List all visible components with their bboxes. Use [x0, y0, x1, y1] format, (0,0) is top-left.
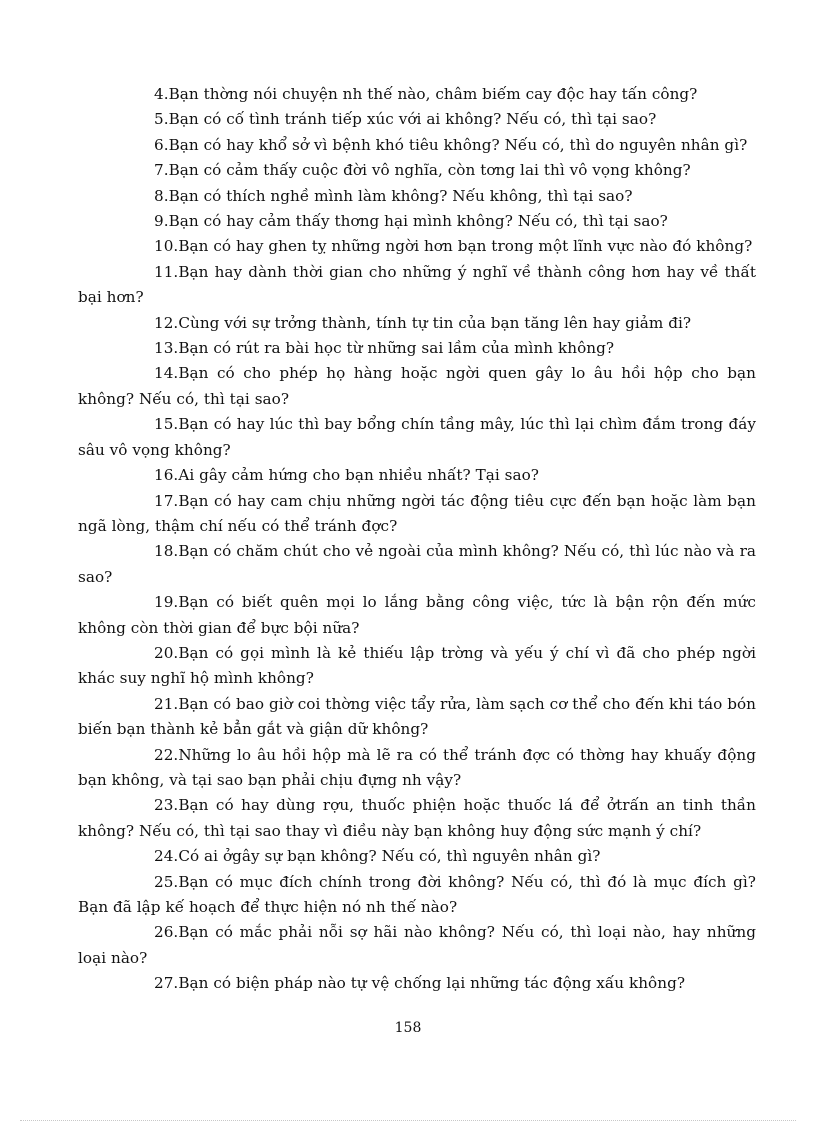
- question-item: [78, 590, 756, 641]
- question-item: [78, 158, 756, 183]
- question-item: [78, 260, 756, 311]
- question-item: [78, 133, 756, 158]
- question-text: Bạn có hay cảm thấy thơng hại mình không? Nếu có, thì tại sao?: [168, 212, 668, 231]
- question-number: 4.: [154, 85, 169, 103]
- page-number: 158: [394, 1020, 422, 1036]
- question-item: [78, 920, 756, 971]
- question-item: [78, 184, 756, 209]
- question-text: Bạn có cho phép họ hàng hoặc ngời quen gây lo âu hồi hộp cho bạn không? Nếu có, thì tại sao?: [78, 364, 756, 408]
- question-number: 10.: [154, 237, 179, 256]
- question-number: 20.: [154, 643, 179, 662]
- question-text: Bạn thờng nói chuyện nh thế nào, châm biếm cay độc hay tấn công?: [168, 85, 698, 103]
- question-text: Bạn có thích nghề mình làm không? Nếu không, thì tại sao?: [168, 186, 633, 205]
- question-number: 8.: [154, 186, 169, 205]
- question-item: [78, 463, 756, 488]
- question-number: 19.: [154, 593, 179, 612]
- question-item: [78, 539, 756, 590]
- question-number: 23.: [154, 796, 179, 815]
- question-number: 6.: [154, 135, 169, 154]
- question-number: 21.: [154, 694, 179, 713]
- question-text: Bạn có biết quên mọi lo lắng bằng công việc, tức là bận rộn đến mức không còn thời gian để bực bội nữa?: [78, 593, 756, 637]
- question-text: Bạn có hay dùng rợu, thuốc phiện hoặc thuốc lá để ởtrấn an tinh thần không? Nếu có, thì tại sao thay vì điều này bạn không huy động sức mạnh ý chí?: [78, 796, 756, 840]
- question-text: Bạn có cảm thấy cuộc đời vô nghĩa, còn tơng lai thì vô vọng không?: [168, 161, 691, 180]
- question-number: 16.: [154, 466, 179, 485]
- question-number: 17.: [154, 491, 179, 510]
- question-number: 14.: [154, 364, 179, 383]
- question-text: Ai gây cảm hứng cho bạn nhiều nhất? Tại sao?: [178, 466, 539, 485]
- question-text: Bạn có hay khổ sở vì bệnh khó tiêu không? Nếu có, thì do nguyên nhân gì?: [168, 135, 748, 154]
- question-text: Bạn có hay cam chịu những ngời tác động tiêu cực đến bạn hoặc làm bạn ngã lòng, thậm chí nếu có thể tránh đợc?: [78, 491, 756, 535]
- question-number: 15.: [154, 415, 179, 434]
- question-text: Bạn có hay lúc thì bay bổng chín tầng mây, lúc thì lại chìm đắm trong đáy sâu vô vọng không?: [78, 415, 756, 459]
- question-text: Bạn có mắc phải nỗi sợ hãi nào không? Nếu có, thì loại nào, hay những loại nào?: [78, 923, 756, 967]
- question-text: Bạn có rút ra bài học từ những sai lầm của mình không?: [178, 339, 615, 358]
- question-number: 7.: [154, 161, 169, 180]
- document-body: [78, 82, 756, 997]
- question-number: 27.: [154, 974, 179, 993]
- question-item: [78, 107, 756, 132]
- question-text: Bạn có mục đích chính trong đời không? Nếu có, thì đó là mục đích gì? Bạn đã lập kế hoạch để thực hiện nó nh thế nào?: [78, 872, 756, 916]
- question-item: [78, 971, 756, 996]
- question-item: [78, 336, 756, 361]
- question-item: [78, 870, 756, 921]
- question-number: 25.: [154, 872, 179, 891]
- question-item: [78, 234, 756, 259]
- question-item: [78, 209, 756, 234]
- question-item: [78, 489, 756, 540]
- question-text: Bạn có hay ghen tỵ những ngời hơn bạn trong một lĩnh vực nào đó không?: [178, 237, 753, 256]
- question-item: [78, 412, 756, 463]
- question-text: Có ai ởgây sự bạn không? Nếu có, thì nguyên nhân gì?: [178, 847, 601, 866]
- question-text: Bạn có chăm chút cho vẻ ngoài của mình không? Nếu có, thì lúc nào và ra sao?: [78, 542, 756, 586]
- question-item: [78, 793, 756, 844]
- question-item: [78, 692, 756, 743]
- question-text: Bạn có bao giờ coi thờng việc tẩy rửa, làm sạch cơ thể cho đến khi táo bón biến bạn thành kẻ bẳn gắt và giận dữ không?: [78, 694, 756, 739]
- question-number: 26.: [154, 923, 179, 942]
- question-number: 12.: [154, 313, 179, 332]
- footer-divider: [20, 1120, 796, 1121]
- question-number: 24.: [154, 847, 179, 866]
- question-number: 18.: [154, 542, 179, 561]
- question-text: Bạn có gọi mình là kẻ thiếu lập trờng và yếu ý chí vì đã cho phép ngời khác suy nghĩ hộ mình không?: [78, 643, 756, 688]
- question-item: [78, 743, 756, 794]
- question-text: Bạn có biện pháp nào tự vệ chống lại những tác động xấu không?: [178, 974, 686, 993]
- question-number: 9.: [154, 212, 169, 231]
- question-item: [78, 311, 756, 336]
- question-item: [78, 361, 756, 412]
- question-item: [78, 82, 756, 107]
- question-text: Cùng với sự trởng thành, tính tự tin của bạn tăng lên hay giảm đi?: [178, 313, 692, 332]
- question-text: Bạn có cố tình tránh tiếp xúc với ai không? Nếu có, thì tại sao?: [168, 110, 657, 129]
- question-item: [78, 641, 756, 692]
- question-number: 5.: [154, 110, 169, 129]
- question-number: 11.: [154, 262, 179, 281]
- question-number: 22.: [154, 745, 179, 764]
- question-number: 13.: [154, 339, 179, 358]
- question-item: [78, 844, 756, 869]
- question-text: Những lo âu hồi hộp mà lẽ ra có thể tránh đợc có thờng hay khuấy động bạn không, và tại sao bạn phải chịu đựng nh vậy?: [78, 745, 756, 789]
- question-text: Bạn hay dành thời gian cho những ý nghĩ về thành công hơn hay về thất bại hơn?: [78, 262, 756, 307]
